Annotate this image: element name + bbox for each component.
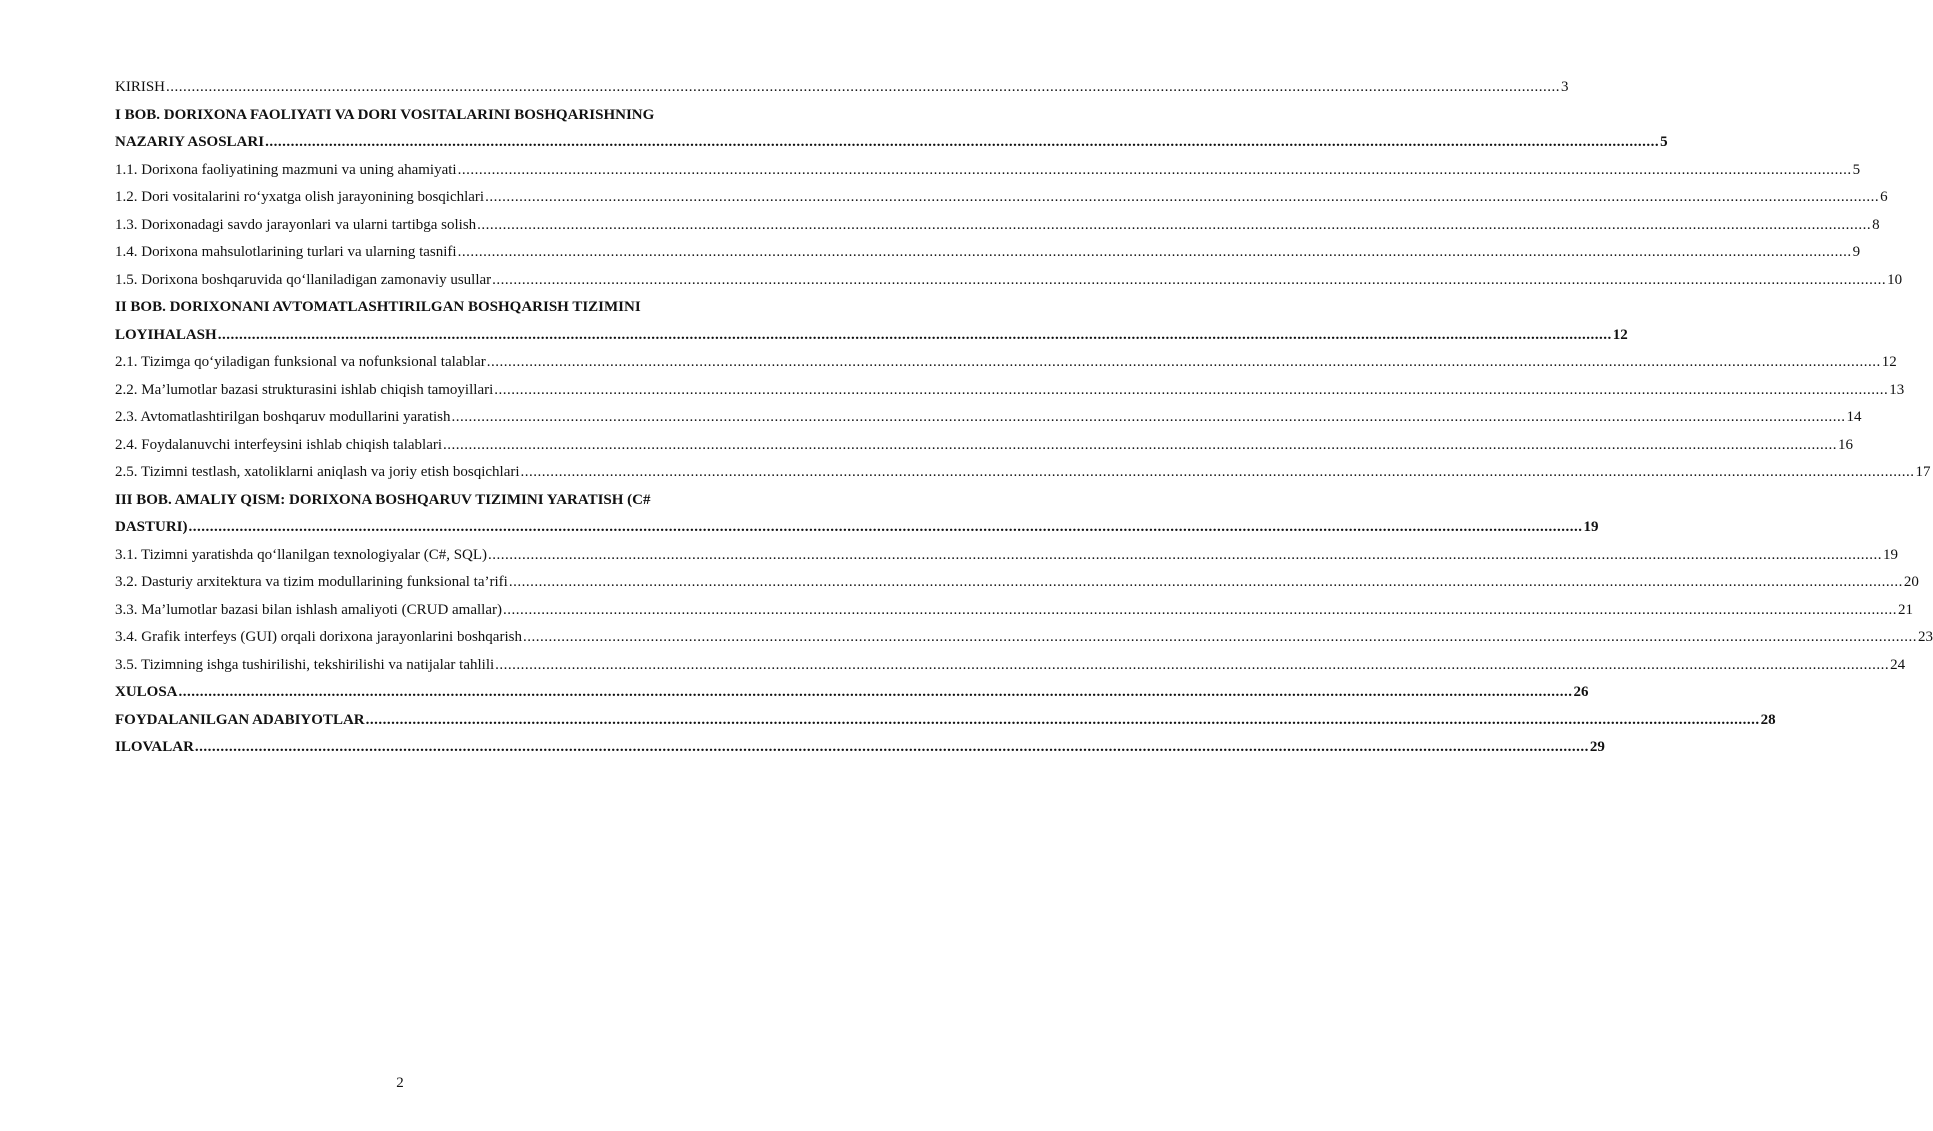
- toc-chapter-title-line2: DASTURI): [115, 519, 188, 535]
- toc-entry-title: ILOVALAR: [115, 739, 194, 755]
- toc-entry-page: 12: [1612, 326, 1628, 343]
- toc-leader-dots: [195, 734, 1589, 762]
- toc-entry: [115, 212, 1880, 240]
- toc-entry-title: 3.4. Grafik interfeys (GUI) orqali dorixona jarayonlarini boshqarish: [115, 629, 522, 645]
- toc-leader-dots: [218, 322, 1612, 350]
- toc-entry: [115, 652, 1906, 680]
- toc-entry-title: 3.1. Tizimni yaratishda qo‘llanilgan texnologiyalar (C#, SQL): [115, 546, 488, 563]
- toc-entry-title: 3.3. Ma’lumotlar bazasi bilan ishlash amaliyoti (CRUD amallar): [115, 601, 502, 618]
- toc-entry-title: KIRISH: [115, 79, 166, 95]
- toc-entry-title: 1.1. Dorixona faoliyatining mazmuni va uning ahamiyati: [115, 161, 457, 178]
- toc-entry: [115, 184, 1888, 212]
- toc-entry-page: 29: [1589, 739, 1605, 755]
- toc-leader-dots: [458, 239, 1852, 267]
- toc-entry: [115, 377, 1905, 405]
- toc-entry-title: 1.5. Dorixona boshqaruvida qo‘llaniladigan zamonaviy usullar: [115, 271, 492, 288]
- toc-entry-title: 3.2. Dasturiy arxitektura va tizim modullarining funksional ta’rifi: [115, 574, 508, 590]
- toc-entry: [115, 597, 1913, 625]
- toc-entry-page: 13: [1889, 381, 1905, 398]
- toc-entry-page: 19: [1583, 519, 1599, 535]
- toc-entry: [115, 679, 1589, 707]
- toc-entry-page: 5: [1660, 134, 1668, 150]
- toc-entry: [115, 707, 1776, 735]
- toc-entry-page: 10: [1887, 271, 1903, 288]
- toc-chapter-title-line2: LOYIHALASH: [115, 326, 217, 343]
- toc-leader-dots: [503, 597, 1897, 625]
- toc-entry-title: 2.2. Ma’lumotlar bazasi strukturasini ishlab chiqish tamoyillari: [115, 381, 494, 398]
- toc-entry-page: 6: [1880, 189, 1888, 205]
- toc-entry: [115, 239, 1861, 267]
- toc-leader-dots: [487, 349, 1881, 377]
- toc-leader-dots: [495, 652, 1889, 680]
- toc-entry-page: 16: [1838, 436, 1854, 453]
- toc-leader-dots: [189, 514, 1583, 542]
- toc-leader-dots: [458, 157, 1852, 185]
- toc-entry: [115, 404, 1862, 432]
- toc-entry-title: 3.5. Tizimning ishga tushirilishi, tekshirilishi va natijalar tahlili: [115, 656, 495, 673]
- toc-entry-page: 14: [1846, 409, 1862, 425]
- toc-entry: [115, 542, 1899, 570]
- toc-leader-dots: [485, 184, 1879, 212]
- toc-entry-page: 26: [1573, 684, 1589, 700]
- toc-entry-title: 2.5. Tizimni testlash, xatoliklarni aniqlash va joriy etish bosqichlari: [115, 464, 520, 480]
- toc-entry: [115, 624, 1933, 652]
- toc-entry: [115, 459, 1931, 487]
- toc-entry: [115, 267, 1903, 295]
- toc-entry-page: 19: [1883, 546, 1899, 563]
- toc-entry-title: 1.2. Dori vositalarini ro‘yxatga olish jarayonining bosqichlari: [115, 189, 485, 205]
- toc-entry: [115, 157, 1861, 185]
- toc-leader-dots: [488, 542, 1882, 570]
- toc-leader-dots: [477, 212, 1871, 240]
- toc-chapter-entry: [115, 294, 1628, 349]
- toc-entry-page: 8: [1872, 216, 1880, 233]
- table-of-contents: [115, 74, 1933, 762]
- toc-entry-title: 2.1. Tizimga qo‘yiladigan funksional va nofunksional talablar: [115, 354, 486, 370]
- toc-chapter-title-line2: NAZARIY ASOSLARI: [115, 134, 265, 150]
- toc-entry-page: 28: [1760, 711, 1776, 728]
- toc-leader-dots: [179, 679, 1573, 707]
- toc-leader-dots: [492, 267, 1886, 295]
- toc-entry-page: 21: [1898, 601, 1913, 618]
- toc-entry-page: 3: [1561, 79, 1569, 95]
- toc-entry-title: FOYDALANILGAN ADABIYOTLAR: [115, 711, 365, 728]
- toc-entry: [115, 74, 1569, 102]
- toc-entry-page: 24: [1890, 656, 1906, 673]
- toc-entry-page: 5: [1852, 161, 1861, 178]
- toc-leader-dots: [523, 624, 1917, 652]
- toc-entry: [115, 734, 1605, 762]
- toc-leader-dots: [265, 129, 1659, 157]
- toc-leader-dots: [366, 707, 1760, 735]
- toc-chapter-entry: [115, 102, 1668, 157]
- toc-entry: [115, 432, 1854, 460]
- toc-leader-dots: [166, 74, 1560, 102]
- toc-leader-dots: [494, 377, 1888, 405]
- toc-entry-page: 12: [1881, 354, 1897, 370]
- toc-leader-dots: [521, 459, 1915, 487]
- toc-leader-dots: [443, 432, 1837, 460]
- toc-leader-dots: [452, 404, 1846, 432]
- toc-leader-dots: [509, 569, 1903, 597]
- toc-entry-title: 1.3. Dorixonadagi savdo jarayonlari va ularni tartibga solish: [115, 216, 477, 233]
- toc-entry-page: 23: [1917, 629, 1933, 645]
- toc-chapter-title-line1: II BOB. DORIXONANI AVTOMATLASHTIRILGAN BOSHQARISH TIZIMINI: [115, 299, 641, 315]
- toc-chapter-entry: [115, 487, 1599, 542]
- toc-entry-title: 2.4. Foydalanuvchi interfeysini ishlab chiqish talablari: [115, 436, 443, 453]
- toc-chapter-title-line1: III BOB. AMALIY QISM: DORIXONA BOSHQARUV TIZIMINI YARATISH (C#: [115, 491, 651, 508]
- toc-entry-title: 2.3. Avtomatlashtirilgan boshqaruv modullarini yaratish: [115, 409, 451, 425]
- toc-entry-title: 1.4. Dorixona mahsulotlarining turlari va ularning tasnifi: [115, 244, 457, 260]
- toc-entry-page: 17: [1915, 464, 1931, 480]
- toc-entry-page: 20: [1903, 574, 1919, 590]
- toc-entry-page: 9: [1852, 244, 1861, 260]
- page-number: 2: [396, 1075, 404, 1091]
- toc-entry-title: XULOSA: [115, 684, 178, 700]
- toc-entry: [115, 569, 1919, 597]
- toc-chapter-title-line1: I BOB. DORIXONA FAOLIYATI VA DORI VOSITALARINI BOSHQARISHNING: [115, 106, 655, 123]
- toc-entry: [115, 349, 1897, 377]
